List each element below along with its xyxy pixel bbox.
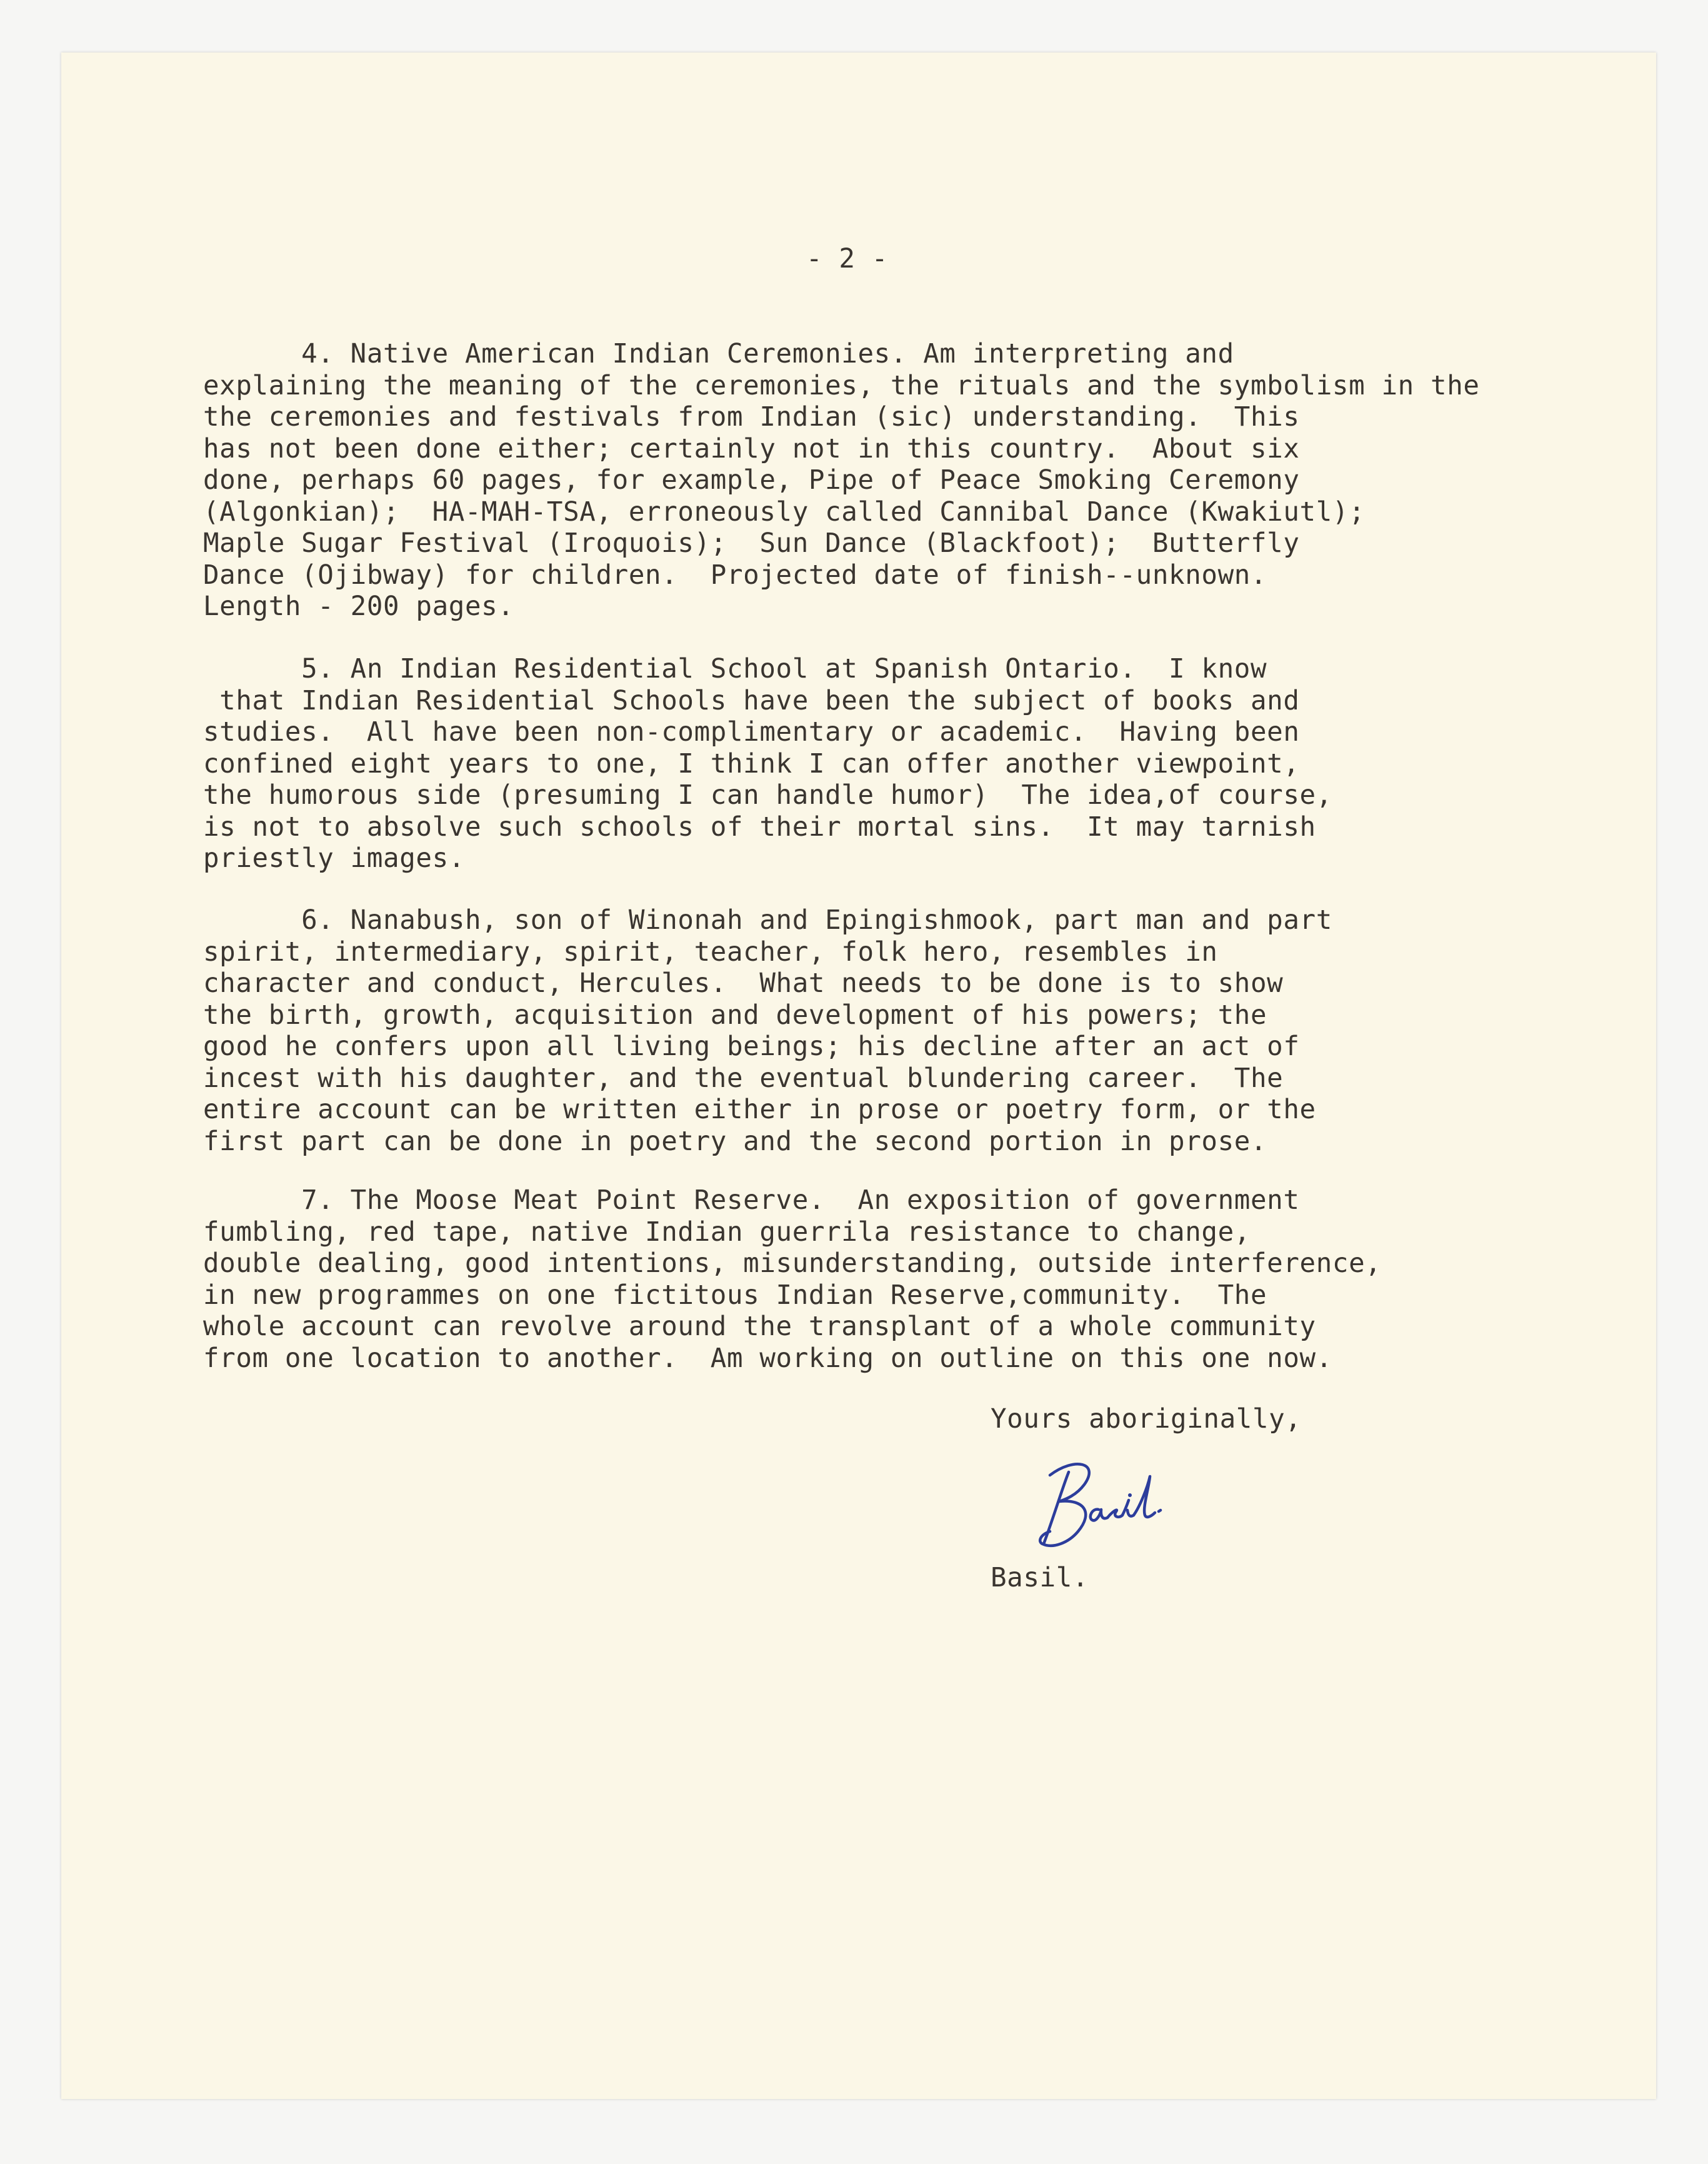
text-line: in new programmes on one fictitous Indian Reserve,community. The bbox=[203, 1280, 1267, 1311]
text-line: 6. Nanabush, son of Winonah and Epingishmook, part man and part bbox=[203, 905, 1332, 936]
text-line: first part can be done in poetry and the second portion in prose. bbox=[203, 1126, 1267, 1157]
text-line: Dance (Ojibway) for children. Projected date of finish--unknown. bbox=[203, 559, 1267, 591]
text-line: 7. The Moose Meat Point Reserve. An exposition of government bbox=[203, 1185, 1300, 1216]
text-line: 5. An Indian Residential School at Spanish Ontario. I know bbox=[203, 654, 1267, 684]
text-line: double dealing, good intentions, misunderstanding, outside interference, bbox=[203, 1248, 1382, 1279]
text-line: incest with his daughter, and the eventual blundering career. The bbox=[203, 1063, 1284, 1094]
text-line: done, perhaps 60 pages, for example, Pipe of Peace Smoking Ceremony bbox=[203, 465, 1300, 496]
text-line: the birth, growth, acquisition and development of his powers; the bbox=[203, 999, 1267, 1031]
paragraph-6 bbox=[203, 905, 1332, 1158]
text-line: spirit, intermediary, spirit, teacher, folk hero, resembles in bbox=[203, 936, 1218, 968]
text-line: character and conduct, Hercules. What needs to be done is to show bbox=[203, 968, 1284, 999]
paragraph-5 bbox=[203, 654, 1332, 875]
text-line: explaining the meaning of the ceremonies, the rituals and the symbolism in the bbox=[203, 370, 1480, 401]
text-line: good he confers upon all living beings; his decline after an act of bbox=[203, 1031, 1300, 1062]
text-line: whole account can revolve around the transplant of a whole community bbox=[203, 1311, 1316, 1342]
text-line: from one location to another. Am working on outline on this one now. bbox=[203, 1343, 1332, 1374]
handwritten-signature bbox=[1025, 1450, 1187, 1556]
text-line: Maple Sugar Festival (Iroquois); Sun Dance (Blackfoot); Butterfly bbox=[203, 528, 1300, 559]
page-number: - 2 - bbox=[806, 244, 888, 274]
text-line: that Indian Residential Schools have been the subject of books and bbox=[203, 685, 1300, 716]
text-line: has not been done either; certainly not in this country. About six bbox=[203, 433, 1300, 464]
paragraph-7 bbox=[203, 1185, 1381, 1375]
text-line: confined eight years to one, I think I can offer another viewpoint, bbox=[203, 748, 1300, 779]
text-line: the humorous side (presuming I can handle humor) The idea,of course, bbox=[203, 780, 1332, 811]
text-line: fumbling, red tape, native Indian guerrila resistance to change, bbox=[203, 1216, 1251, 1248]
text-line: Length - 200 pages. bbox=[203, 591, 514, 622]
text-line: entire account can be written either in prose or poetry form, or the bbox=[203, 1095, 1316, 1125]
text-line: (Algonkian); HA-MAH-TSA, erroneously called Cannibal Dance (Kwakiutl); bbox=[203, 496, 1366, 528]
closing-salutation: Yours aboriginally, bbox=[991, 1404, 1302, 1435]
text-line: studies. All have been non-complimentary or academic. Having been bbox=[203, 717, 1300, 748]
text-line: 4. Native American Indian Ceremonies. Am interpreting and bbox=[203, 339, 1234, 369]
text-line: priestly images. bbox=[203, 843, 465, 874]
text-line: the ceremonies and festivals from Indian (sic) understanding. This bbox=[203, 402, 1300, 433]
text-line: is not to absolve such schools of their mortal sins. It may tarnish bbox=[203, 811, 1316, 843]
paragraph-4 bbox=[203, 339, 1480, 623]
typed-signature-name: Basil. bbox=[991, 1563, 1089, 1593]
